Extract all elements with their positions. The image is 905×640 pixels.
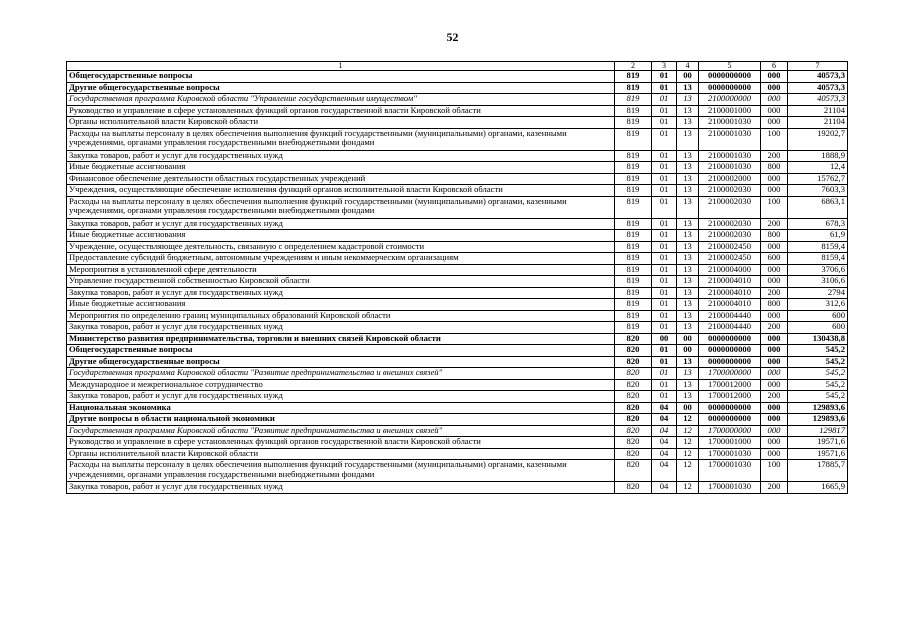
expense-type-cell: 000: [761, 185, 788, 197]
amount-cell: 545,2: [788, 379, 848, 391]
expense-type-cell: 000: [761, 356, 788, 368]
table-row: [67, 287, 848, 299]
expense-type-cell: 000: [761, 333, 788, 345]
item-name-cell: Закупка товаров, работ и услуг для государственных нужд: [67, 482, 615, 494]
target-article-cell: 2100002030: [699, 185, 761, 197]
amount-cell: 21104: [788, 117, 848, 129]
amount-cell: 12,4: [788, 162, 848, 174]
header-cell: 1: [67, 62, 615, 71]
admin-code-cell: 819: [615, 287, 652, 299]
admin-code-cell: 819: [615, 82, 652, 94]
amount-cell: 8159,4: [788, 241, 848, 253]
admin-code-cell: 819: [615, 253, 652, 265]
item-name-cell: Министерство развития предпринимательства, торговли и внешних связей Кировской области: [67, 333, 615, 345]
table-row: [67, 196, 848, 218]
table-row: [67, 218, 848, 230]
item-name-cell: Закупка товаров, работ и услуг для государственных нужд: [67, 391, 615, 403]
item-name-cell: Органы исполнительной власти Кировской области: [67, 117, 615, 129]
expense-type-cell: 000: [761, 414, 788, 426]
table-row: [67, 150, 848, 162]
target-article-cell: 2100004440: [699, 322, 761, 334]
item-name-cell: Другие общегосударственные вопросы: [67, 82, 615, 94]
amount-cell: 21104: [788, 105, 848, 117]
section-cell: 01: [652, 253, 677, 265]
subsection-cell: 12: [677, 425, 699, 437]
amount-cell: 40573,3: [788, 71, 848, 83]
table-row: [67, 71, 848, 83]
subsection-cell: 13: [677, 368, 699, 380]
admin-code-cell: 819: [615, 150, 652, 162]
expense-type-cell: 000: [761, 368, 788, 380]
expense-type-cell: 200: [761, 391, 788, 403]
section-cell: 00: [652, 333, 677, 345]
table-row: [67, 356, 848, 368]
section-cell: 01: [652, 105, 677, 117]
section-cell: 01: [652, 94, 677, 106]
expense-type-cell: 000: [761, 310, 788, 322]
item-name-cell: Закупка товаров, работ и услуг для государственных нужд: [67, 150, 615, 162]
subsection-cell: 13: [677, 162, 699, 174]
table-row: [67, 402, 848, 414]
subsection-cell: 13: [677, 276, 699, 288]
table-body: [67, 62, 848, 494]
expense-type-cell: 200: [761, 218, 788, 230]
expense-type-cell: 000: [761, 264, 788, 276]
amount-cell: 17885,7: [788, 460, 848, 482]
amount-cell: 545,2: [788, 391, 848, 403]
amount-cell: 2794: [788, 287, 848, 299]
subsection-cell: 13: [677, 356, 699, 368]
table-row: [67, 276, 848, 288]
subsection-cell: 13: [677, 128, 699, 150]
table-row: [67, 117, 848, 129]
subsection-cell: 13: [677, 196, 699, 218]
subsection-cell: 13: [677, 253, 699, 265]
target-article-cell: 2100002030: [699, 196, 761, 218]
expense-type-cell: 000: [761, 105, 788, 117]
table-row: [67, 310, 848, 322]
target-article-cell: 2100004010: [699, 287, 761, 299]
target-article-cell: 0000000000: [699, 402, 761, 414]
item-name-cell: Расходы на выплаты персоналу в целях обеспечения выполнения функций государственными (муниципальными) органами, казенными учреждениями, органами управления государственными внебюджетными фондами: [67, 196, 615, 218]
target-article-cell: 0000000000: [699, 71, 761, 83]
table-row: [67, 345, 848, 357]
amount-cell: 7603,3: [788, 185, 848, 197]
table-row: [67, 482, 848, 494]
subsection-cell: 12: [677, 460, 699, 482]
target-article-cell: 2100002450: [699, 241, 761, 253]
amount-cell: 129893,6: [788, 402, 848, 414]
section-cell: 04: [652, 437, 677, 449]
table-row: [67, 299, 848, 311]
amount-cell: 6863,1: [788, 196, 848, 218]
expense-type-cell: 000: [761, 425, 788, 437]
section-cell: 01: [652, 128, 677, 150]
header-cell: 6: [761, 62, 788, 71]
item-name-cell: Органы исполнительной власти Кировской области: [67, 448, 615, 460]
admin-code-cell: 820: [615, 356, 652, 368]
target-article-cell: 1700001000: [699, 437, 761, 449]
admin-code-cell: 819: [615, 173, 652, 185]
amount-cell: 40573,3: [788, 82, 848, 94]
target-article-cell: 1700000000: [699, 425, 761, 437]
target-article-cell: 2100002450: [699, 253, 761, 265]
item-name-cell: Общегосударственные вопросы: [67, 71, 615, 83]
table-row: [67, 460, 848, 482]
page-number: 52: [446, 30, 459, 44]
target-article-cell: 2100001030: [699, 117, 761, 129]
target-article-cell: 2100002030: [699, 218, 761, 230]
admin-code-cell: 819: [615, 218, 652, 230]
admin-code-cell: 819: [615, 230, 652, 242]
expense-type-cell: 200: [761, 150, 788, 162]
item-name-cell: Мероприятия по определению границ муниципальных образований Кировской области: [67, 310, 615, 322]
item-name-cell: Предоставление субсидий бюджетным, автономным учреждениям и иным некоммерческим организациям: [67, 253, 615, 265]
admin-code-cell: 820: [615, 333, 652, 345]
subsection-cell: 00: [677, 333, 699, 345]
item-name-cell: Учреждения, осуществляющие обеспечение исполнения функций органов исполнительной власти Кировской области: [67, 185, 615, 197]
admin-code-cell: 819: [615, 196, 652, 218]
subsection-cell: 13: [677, 173, 699, 185]
section-cell: 01: [652, 322, 677, 334]
table-row: [67, 368, 848, 380]
expense-type-cell: 200: [761, 482, 788, 494]
item-name-cell: Государственная программа Кировской области "Управление государственным имуществом": [67, 94, 615, 106]
expense-type-cell: 200: [761, 322, 788, 334]
section-cell: 01: [652, 356, 677, 368]
subsection-cell: 13: [677, 310, 699, 322]
section-cell: 04: [652, 482, 677, 494]
target-article-cell: 2100001030: [699, 162, 761, 174]
budget-table: [66, 61, 848, 494]
subsection-cell: 13: [677, 94, 699, 106]
admin-code-cell: 820: [615, 460, 652, 482]
section-cell: 04: [652, 414, 677, 426]
expense-type-cell: 600: [761, 253, 788, 265]
target-article-cell: 0000000000: [699, 345, 761, 357]
subsection-cell: 13: [677, 230, 699, 242]
admin-code-cell: 819: [615, 94, 652, 106]
admin-code-cell: 819: [615, 128, 652, 150]
subsection-cell: 13: [677, 218, 699, 230]
section-cell: 01: [652, 82, 677, 94]
target-article-cell: 2100001000: [699, 105, 761, 117]
amount-cell: 3106,6: [788, 276, 848, 288]
table-row: [67, 448, 848, 460]
item-name-cell: Учреждение, осуществляющее деятельность, связанную с определением кадастровой стоимости: [67, 241, 615, 253]
admin-code-cell: 820: [615, 379, 652, 391]
amount-cell: 61,9: [788, 230, 848, 242]
amount-cell: 312,6: [788, 299, 848, 311]
admin-code-cell: 819: [615, 241, 652, 253]
section-cell: 01: [652, 173, 677, 185]
table-row: [67, 253, 848, 265]
admin-code-cell: 819: [615, 322, 652, 334]
amount-cell: 1665,9: [788, 482, 848, 494]
subsection-cell: 13: [677, 287, 699, 299]
amount-cell: 130438,8: [788, 333, 848, 345]
expense-type-cell: 800: [761, 299, 788, 311]
amount-cell: 545,2: [788, 368, 848, 380]
amount-cell: 19202,7: [788, 128, 848, 150]
admin-code-cell: 819: [615, 299, 652, 311]
item-name-cell: Закупка товаров, работ и услуг для государственных нужд: [67, 322, 615, 334]
expense-type-cell: 000: [761, 345, 788, 357]
section-cell: 01: [652, 264, 677, 276]
expense-type-cell: 000: [761, 276, 788, 288]
section-cell: 01: [652, 150, 677, 162]
target-article-cell: 1700001030: [699, 448, 761, 460]
section-cell: 01: [652, 241, 677, 253]
amount-cell: 1888,9: [788, 150, 848, 162]
section-cell: 04: [652, 402, 677, 414]
table-row: [67, 333, 848, 345]
item-name-cell: Расходы на выплаты персоналу в целях обеспечения выполнения функций государственными (муниципальными) органами, казенными учреждениями, органами управления государственными внебюджетными фондами: [67, 460, 615, 482]
expense-type-cell: 000: [761, 94, 788, 106]
section-cell: 01: [652, 391, 677, 403]
admin-code-cell: 820: [615, 391, 652, 403]
expense-type-cell: 000: [761, 402, 788, 414]
header-cell: 7: [788, 62, 848, 71]
subsection-cell: 13: [677, 241, 699, 253]
target-article-cell: 2100002000: [699, 173, 761, 185]
item-name-cell: Мероприятия в установленной сфере деятельности: [67, 264, 615, 276]
amount-cell: 545,2: [788, 356, 848, 368]
item-name-cell: Национальная экономика: [67, 402, 615, 414]
subsection-cell: 00: [677, 402, 699, 414]
item-name-cell: Закупка товаров, работ и услуг для государственных нужд: [67, 287, 615, 299]
table-row: [67, 391, 848, 403]
target-article-cell: 0000000000: [699, 356, 761, 368]
item-name-cell: Управление государственной собственностью Кировской области: [67, 276, 615, 288]
admin-code-cell: 820: [615, 368, 652, 380]
target-article-cell: 0000000000: [699, 414, 761, 426]
section-cell: 01: [652, 345, 677, 357]
table-row: [67, 162, 848, 174]
table-row: [67, 230, 848, 242]
amount-cell: 3706,6: [788, 264, 848, 276]
section-cell: 01: [652, 196, 677, 218]
item-name-cell: Государственная программа Кировской области "Развитие предпринимательства и внешних связей": [67, 368, 615, 380]
table-row: [67, 128, 848, 150]
section-cell: 04: [652, 448, 677, 460]
subsection-cell: 13: [677, 264, 699, 276]
expense-type-cell: 800: [761, 230, 788, 242]
section-cell: 04: [652, 460, 677, 482]
admin-code-cell: 819: [615, 162, 652, 174]
section-cell: 04: [652, 425, 677, 437]
table-row: [67, 173, 848, 185]
subsection-cell: 13: [677, 299, 699, 311]
admin-code-cell: 819: [615, 264, 652, 276]
amount-cell: 129893,6: [788, 414, 848, 426]
subsection-cell: 13: [677, 391, 699, 403]
table-row: [67, 322, 848, 334]
admin-code-cell: 819: [615, 276, 652, 288]
admin-code-cell: 819: [615, 71, 652, 83]
section-cell: 01: [652, 276, 677, 288]
expense-type-cell: 100: [761, 128, 788, 150]
subsection-cell: 00: [677, 71, 699, 83]
item-name-cell: Иные бюджетные ассигнования: [67, 162, 615, 174]
item-name-cell: Закупка товаров, работ и услуг для государственных нужд: [67, 218, 615, 230]
expense-type-cell: 000: [761, 448, 788, 460]
admin-code-cell: 819: [615, 310, 652, 322]
expense-type-cell: 000: [761, 71, 788, 83]
table-row: [67, 185, 848, 197]
target-article-cell: 1700000000: [699, 368, 761, 380]
target-article-cell: 1700001030: [699, 460, 761, 482]
admin-code-cell: 820: [615, 482, 652, 494]
table-row: [67, 82, 848, 94]
target-article-cell: 2100004000: [699, 264, 761, 276]
item-name-cell: Другие вопросы в области национальной экономики: [67, 414, 615, 426]
item-name-cell: Иные бюджетные ассигнования: [67, 230, 615, 242]
table-row: [67, 425, 848, 437]
subsection-cell: 13: [677, 117, 699, 129]
target-article-cell: 1700012000: [699, 391, 761, 403]
subsection-cell: 12: [677, 437, 699, 449]
amount-cell: 600: [788, 322, 848, 334]
section-cell: 01: [652, 162, 677, 174]
subsection-cell: 12: [677, 448, 699, 460]
table-row: [67, 437, 848, 449]
amount-cell: 600: [788, 310, 848, 322]
amount-cell: 678,3: [788, 218, 848, 230]
expense-type-cell: 000: [761, 379, 788, 391]
table-row: [67, 379, 848, 391]
expense-type-cell: 000: [761, 173, 788, 185]
target-article-cell: 2100001030: [699, 150, 761, 162]
header-cell: 3: [652, 62, 677, 71]
expense-type-cell: 100: [761, 460, 788, 482]
subsection-cell: 13: [677, 150, 699, 162]
item-name-cell: Руководство и управление в сфере установленных функций органов государственной власти Кировской области: [67, 437, 615, 449]
header-cell: 5: [699, 62, 761, 71]
section-cell: 01: [652, 117, 677, 129]
amount-cell: 19571,6: [788, 448, 848, 460]
target-article-cell: 1700012000: [699, 379, 761, 391]
subsection-cell: 12: [677, 482, 699, 494]
section-cell: 01: [652, 71, 677, 83]
target-article-cell: 0000000000: [699, 82, 761, 94]
item-name-cell: Другие общегосударственные вопросы: [67, 356, 615, 368]
item-name-cell: Международное и межрегиональное сотрудничество: [67, 379, 615, 391]
expense-type-cell: 100: [761, 196, 788, 218]
header-cell: 2: [615, 62, 652, 71]
subsection-cell: 13: [677, 105, 699, 117]
item-name-cell: Расходы на выплаты персоналу в целях обеспечения выполнения функций государственными (муниципальными) органами, казенными учреждениями, органами управления государственными внебюджетными фондами: [67, 128, 615, 150]
target-article-cell: 2100004440: [699, 310, 761, 322]
item-name-cell: Иные бюджетные ассигнования: [67, 299, 615, 311]
section-cell: 01: [652, 310, 677, 322]
expense-type-cell: 000: [761, 117, 788, 129]
table-row: [67, 105, 848, 117]
expense-type-cell: 000: [761, 82, 788, 94]
header-cell: 4: [677, 62, 699, 71]
amount-cell: 19571,6: [788, 437, 848, 449]
target-article-cell: 1700001030: [699, 482, 761, 494]
admin-code-cell: 820: [615, 402, 652, 414]
admin-code-cell: 819: [615, 117, 652, 129]
target-article-cell: 2100002030: [699, 230, 761, 242]
admin-code-cell: 820: [615, 414, 652, 426]
item-name-cell: Общегосударственные вопросы: [67, 345, 615, 357]
table-row: [67, 264, 848, 276]
target-article-cell: 2100004010: [699, 299, 761, 311]
section-cell: 01: [652, 230, 677, 242]
amount-cell: 15762,7: [788, 173, 848, 185]
admin-code-cell: 820: [615, 448, 652, 460]
amount-cell: 40573,3: [788, 94, 848, 106]
section-cell: 01: [652, 287, 677, 299]
admin-code-cell: 820: [615, 345, 652, 357]
section-cell: 01: [652, 299, 677, 311]
subsection-cell: 12: [677, 414, 699, 426]
admin-code-cell: 819: [615, 105, 652, 117]
amount-cell: 129817: [788, 425, 848, 437]
item-name-cell: Финансовое обеспечение деятельности областных государственных учреждений: [67, 173, 615, 185]
amount-cell: 8159,4: [788, 253, 848, 265]
admin-code-cell: 819: [615, 185, 652, 197]
item-name-cell: Государственная программа Кировской области "Развитие предпринимательства и внешних связей": [67, 425, 615, 437]
section-cell: 01: [652, 379, 677, 391]
expense-type-cell: 000: [761, 241, 788, 253]
expense-type-cell: 800: [761, 162, 788, 174]
header-row: [67, 62, 848, 71]
admin-code-cell: 820: [615, 425, 652, 437]
expense-type-cell: 200: [761, 287, 788, 299]
target-article-cell: 0000000000: [699, 333, 761, 345]
table-row: [67, 414, 848, 426]
section-cell: 01: [652, 185, 677, 197]
subsection-cell: 13: [677, 82, 699, 94]
admin-code-cell: 820: [615, 437, 652, 449]
expense-type-cell: 000: [761, 437, 788, 449]
target-article-cell: 2100000000: [699, 94, 761, 106]
subsection-cell: 13: [677, 185, 699, 197]
section-cell: 01: [652, 218, 677, 230]
subsection-cell: 00: [677, 345, 699, 357]
subsection-cell: 13: [677, 379, 699, 391]
table-row: [67, 241, 848, 253]
target-article-cell: 2100001030: [699, 128, 761, 150]
target-article-cell: 2100004010: [699, 276, 761, 288]
amount-cell: 545,2: [788, 345, 848, 357]
subsection-cell: 13: [677, 322, 699, 334]
item-name-cell: Руководство и управление в сфере установленных функций органов государственной власти Кировской области: [67, 105, 615, 117]
section-cell: 01: [652, 368, 677, 380]
table-row: [67, 94, 848, 106]
